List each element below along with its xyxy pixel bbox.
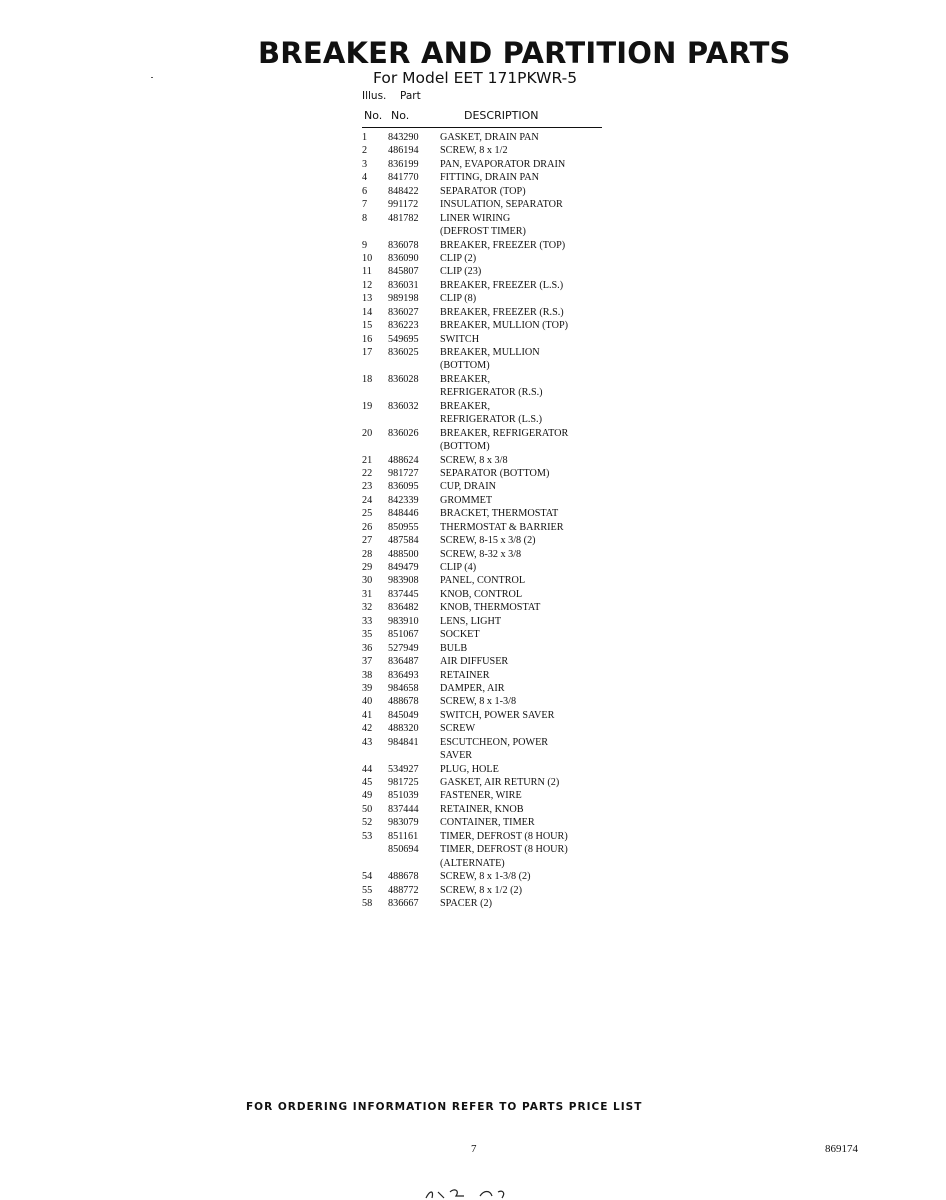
part-description: RETAINER, KNOB <box>440 803 524 815</box>
part-description: BREAKER, REFRIGERATOR <box>440 427 569 439</box>
parts-row <box>362 400 612 413</box>
parts-row <box>362 736 612 749</box>
part-number: 845049 <box>388 709 419 721</box>
part-number: 837444 <box>388 803 419 815</box>
part-description: CLIP (2) <box>440 252 477 264</box>
part-number: 836493 <box>388 669 419 681</box>
illus-number: 37 <box>362 656 373 668</box>
illus-number: 52 <box>362 817 373 829</box>
parts-row <box>362 454 612 467</box>
part-number: 534927 <box>388 763 419 775</box>
part-number: 488678 <box>388 871 419 883</box>
page-title: BREAKER AND PARTITION PARTS <box>258 36 791 70</box>
part-description: SCREW, 8 x 3/8 <box>440 454 508 466</box>
parts-row <box>362 669 612 682</box>
part-description: CLIP (4) <box>440 562 477 573</box>
part-number: 836031 <box>388 279 419 291</box>
illus-number: 1 <box>362 132 368 143</box>
part-number: 983910 <box>388 615 419 627</box>
illus-number: 31 <box>362 588 373 600</box>
part-description: FASTENER, WIRE <box>440 790 522 802</box>
parts-row <box>362 709 612 722</box>
part-description: CLIP (23) <box>440 266 482 278</box>
part-number: 845807 <box>388 266 419 278</box>
model-subtitle: For Model EET 171PKWR-5 <box>373 69 578 87</box>
parts-row <box>362 521 612 534</box>
scan-speck <box>151 77 153 78</box>
part-number: 836032 <box>388 400 419 412</box>
part-number: 481782 <box>388 212 419 224</box>
part-description: (BOTTOM) <box>440 360 490 372</box>
parts-row <box>362 695 612 708</box>
parts-row <box>362 615 612 628</box>
part-description: SCREW, 8 x 1-3/8 (2) <box>440 871 531 883</box>
illus-number: 7 <box>362 199 368 211</box>
part-description: ESCUTCHEON, POWER <box>440 736 549 748</box>
parts-row <box>362 427 612 440</box>
parts-row <box>362 265 612 278</box>
part-description: GASKET, AIR RETURN (2) <box>440 777 560 788</box>
illus-number: 30 <box>362 575 373 587</box>
part-description: TIMER, DEFROST (8 HOUR) <box>440 844 568 856</box>
part-number: 850955 <box>388 521 419 533</box>
part-number: 486194 <box>388 145 419 157</box>
illus-number: 8 <box>362 212 368 224</box>
illus-number: 32 <box>362 602 373 614</box>
part-number: 849479 <box>388 562 419 573</box>
illus-number: 16 <box>362 333 373 345</box>
part-description: SCREW <box>440 723 476 735</box>
part-number: 836027 <box>388 306 419 318</box>
parts-row <box>362 655 612 668</box>
page-number: 7 <box>471 1143 477 1155</box>
part-number: 836078 <box>388 239 419 251</box>
illus-number: 44 <box>362 763 373 775</box>
parts-row <box>362 359 612 372</box>
part-number: 981725 <box>388 777 419 788</box>
part-description: (DEFROST TIMER) <box>440 226 526 238</box>
illus-number: 21 <box>362 454 373 466</box>
part-number: 836026 <box>388 427 419 439</box>
part-description: SOCKET <box>440 629 480 641</box>
part-description: CONTAINER, TIMER <box>440 817 535 829</box>
part-number: 841770 <box>388 172 419 184</box>
illus-number: 14 <box>362 306 373 318</box>
illus-number: 4 <box>362 172 368 184</box>
illus-number: 53 <box>362 830 373 842</box>
part-number: 851067 <box>388 629 419 641</box>
illus-number: 29 <box>362 562 373 573</box>
part-description: BRACKET, THERMOSTAT <box>440 508 559 520</box>
parts-row <box>362 198 612 211</box>
part-number: 836487 <box>388 656 419 668</box>
illus-number: 20 <box>362 427 373 439</box>
column-header-bottom <box>362 109 602 128</box>
part-description: KNOB, CONTROL <box>440 588 523 600</box>
parts-row <box>362 574 612 587</box>
part-description: GROMMET <box>440 494 493 506</box>
illus-number: 41 <box>362 709 373 721</box>
part-number: 837445 <box>388 588 419 600</box>
part-number: 984658 <box>388 682 419 694</box>
parts-row <box>362 884 612 897</box>
part-number: 836025 <box>388 347 419 358</box>
parts-row <box>362 373 612 386</box>
header-illus: Illus. <box>362 90 387 102</box>
header-part: Part <box>400 90 421 102</box>
illus-number: 28 <box>362 548 373 560</box>
part-description: PLUG, HOLE <box>440 763 499 775</box>
part-number: 549695 <box>388 333 419 345</box>
part-description: SCREW, 8-32 x 3/8 <box>440 548 522 560</box>
parts-row <box>362 776 612 789</box>
parts-row <box>362 642 612 655</box>
illus-number: 12 <box>362 279 373 291</box>
illus-number: 40 <box>362 696 373 708</box>
part-description: FITTING, DRAIN PAN <box>440 172 539 184</box>
parts-row <box>362 897 612 910</box>
illus-number: 58 <box>362 897 373 909</box>
parts-row <box>362 749 612 762</box>
document-number: 869174 <box>825 1143 858 1155</box>
parts-row <box>362 346 612 359</box>
parts-row <box>362 628 612 641</box>
illus-number: 13 <box>362 293 373 305</box>
header-description: DESCRIPTION <box>464 109 539 122</box>
column-header-top <box>362 90 421 102</box>
parts-row <box>362 816 612 829</box>
part-number: 836667 <box>388 897 419 909</box>
parts-row <box>362 870 612 883</box>
header-part-no: No. <box>391 109 410 122</box>
illus-number: 38 <box>362 669 373 681</box>
part-description: (BOTTOM) <box>440 441 490 453</box>
part-number: 836028 <box>388 373 419 385</box>
part-description: LINER WIRING <box>440 212 511 224</box>
part-description: TIMER, DEFROST (8 HOUR) <box>440 830 568 842</box>
part-description: RETAINER <box>440 669 490 681</box>
parts-row <box>362 252 612 265</box>
illus-number: 2 <box>362 145 368 157</box>
part-number: 991172 <box>388 199 419 211</box>
illus-number: 9 <box>362 239 368 251</box>
illus-number: 26 <box>362 521 373 533</box>
part-number: 836090 <box>388 252 419 264</box>
part-description: DAMPER, AIR <box>440 682 505 694</box>
part-description: PANEL, CONTROL <box>440 575 526 587</box>
parts-row <box>362 386 612 399</box>
part-description: CUP, DRAIN <box>440 481 497 493</box>
illus-number: 24 <box>362 494 373 506</box>
part-description: SAVER <box>440 750 473 762</box>
part-description: LENS, LIGHT <box>440 615 502 627</box>
parts-row <box>362 789 612 802</box>
parts-row <box>362 225 612 238</box>
parts-row <box>362 239 612 252</box>
part-description: REFRIGERATOR (L.S.) <box>440 414 542 426</box>
illus-number: 39 <box>362 682 373 694</box>
part-description: KNOB, THERMOSTAT <box>440 602 541 614</box>
part-description: SCREW, 8-15 x 3/8 (2) <box>440 535 536 547</box>
part-number: 984841 <box>388 736 419 748</box>
part-number: 843290 <box>388 132 419 143</box>
parts-row <box>362 185 612 198</box>
header-illus-no: No. <box>364 109 383 122</box>
illus-number: 6 <box>362 185 368 197</box>
part-description: REFRIGERATOR (R.S.) <box>440 387 543 399</box>
part-description: BREAKER, <box>440 400 491 412</box>
part-number: 851039 <box>388 790 419 802</box>
parts-row <box>362 601 612 614</box>
part-number: 981727 <box>388 467 419 479</box>
part-number: 836482 <box>388 602 419 614</box>
illus-number: 54 <box>362 871 373 883</box>
parts-row <box>362 440 612 453</box>
illus-number: 33 <box>362 615 373 627</box>
parts-row <box>362 763 612 776</box>
part-description: SPACER (2) <box>440 897 492 909</box>
part-number: 851161 <box>388 830 419 842</box>
part-number: 989198 <box>388 293 419 305</box>
parts-row <box>362 319 612 332</box>
parts-row <box>362 843 612 856</box>
illus-number: 19 <box>362 400 373 412</box>
parts-row <box>362 333 612 346</box>
part-number: 848446 <box>388 508 419 520</box>
part-description: BREAKER, FREEZER (TOP) <box>440 239 566 251</box>
part-description: BREAKER, <box>440 373 491 385</box>
illus-number: 50 <box>362 803 373 815</box>
illus-number: 17 <box>362 347 373 358</box>
parts-row <box>362 722 612 735</box>
part-number: 983908 <box>388 575 419 587</box>
parts-row <box>362 682 612 695</box>
part-description: SCREW, 8 x 1-3/8 <box>440 696 517 708</box>
illus-number: 55 <box>362 884 373 896</box>
illus-number: 10 <box>362 252 373 264</box>
illus-number: 3 <box>362 158 368 170</box>
parts-row <box>362 171 612 184</box>
part-number: 842339 <box>388 494 419 506</box>
parts-row <box>362 857 612 870</box>
parts-row <box>362 561 612 574</box>
part-description: THERMOSTAT & BARRIER <box>440 521 564 533</box>
illus-number: 27 <box>362 535 373 547</box>
part-description: BREAKER, FREEZER (L.S.) <box>440 279 564 291</box>
parts-row <box>362 413 612 426</box>
illus-number: 23 <box>362 481 373 493</box>
illus-number: 45 <box>362 777 373 788</box>
part-description: BREAKER, FREEZER (R.S.) <box>440 306 564 318</box>
part-number: 488500 <box>388 548 419 560</box>
part-description: SEPARATOR (TOP) <box>440 185 526 197</box>
parts-row <box>362 279 612 292</box>
part-number: 836095 <box>388 481 419 493</box>
part-number: 983079 <box>388 817 419 829</box>
illus-number: 35 <box>362 629 373 641</box>
parts-row <box>362 803 612 816</box>
parts-row <box>362 494 612 507</box>
parts-row <box>362 534 612 547</box>
part-description: CLIP (8) <box>440 293 477 305</box>
illus-number: 43 <box>362 736 373 748</box>
parts-list <box>362 131 612 910</box>
part-description: AIR DIFFUSER <box>440 656 509 668</box>
parts-row <box>362 292 612 305</box>
part-description: BULB <box>440 642 468 654</box>
part-number: 848422 <box>388 185 419 197</box>
part-number: 527949 <box>388 642 419 654</box>
part-description: (ALTERNATE) <box>440 857 505 869</box>
illus-number: 25 <box>362 508 373 520</box>
part-description: SEPARATOR (BOTTOM) <box>440 467 550 479</box>
part-description: SWITCH <box>440 333 480 345</box>
parts-row <box>362 507 612 520</box>
illus-number: 18 <box>362 373 373 385</box>
illus-number: 49 <box>362 790 373 802</box>
parts-row <box>362 830 612 843</box>
part-number: 488772 <box>388 884 419 896</box>
part-number: 836223 <box>388 320 419 332</box>
parts-row <box>362 306 612 319</box>
illus-number: 36 <box>362 642 373 654</box>
part-number: 836199 <box>388 158 419 170</box>
ordering-footer: FOR ORDERING INFORMATION REFER TO PARTS PRICE LIST <box>246 1101 643 1113</box>
part-description: PAN, EVAPORATOR DRAIN <box>440 158 566 170</box>
part-description: INSULATION, SEPARATOR <box>440 199 563 211</box>
parts-row <box>362 480 612 493</box>
part-description: BREAKER, MULLION <box>440 347 540 358</box>
part-number: 488320 <box>388 723 419 735</box>
illus-number: 15 <box>362 320 373 332</box>
illus-number: 42 <box>362 723 373 735</box>
illus-number: 11 <box>362 266 372 278</box>
parts-row <box>362 212 612 225</box>
parts-row <box>362 588 612 601</box>
part-description: SWITCH, POWER SAVER <box>440 709 555 721</box>
part-number: 487584 <box>388 535 419 547</box>
part-number: 488624 <box>388 454 419 466</box>
part-number: 850694 <box>388 844 419 856</box>
part-description: BREAKER, MULLION (TOP) <box>440 320 569 332</box>
parts-row <box>362 467 612 480</box>
part-description: SCREW, 8 x 1/2 <box>440 145 508 157</box>
handwritten-mark <box>420 1184 520 1200</box>
part-description: GASKET, DRAIN PAN <box>440 132 539 143</box>
parts-row <box>362 144 612 157</box>
parts-row <box>362 158 612 171</box>
parts-row <box>362 131 612 144</box>
illus-number: 22 <box>362 467 373 479</box>
parts-row <box>362 548 612 561</box>
part-number: 488678 <box>388 696 419 708</box>
part-description: SCREW, 8 x 1/2 (2) <box>440 884 522 896</box>
